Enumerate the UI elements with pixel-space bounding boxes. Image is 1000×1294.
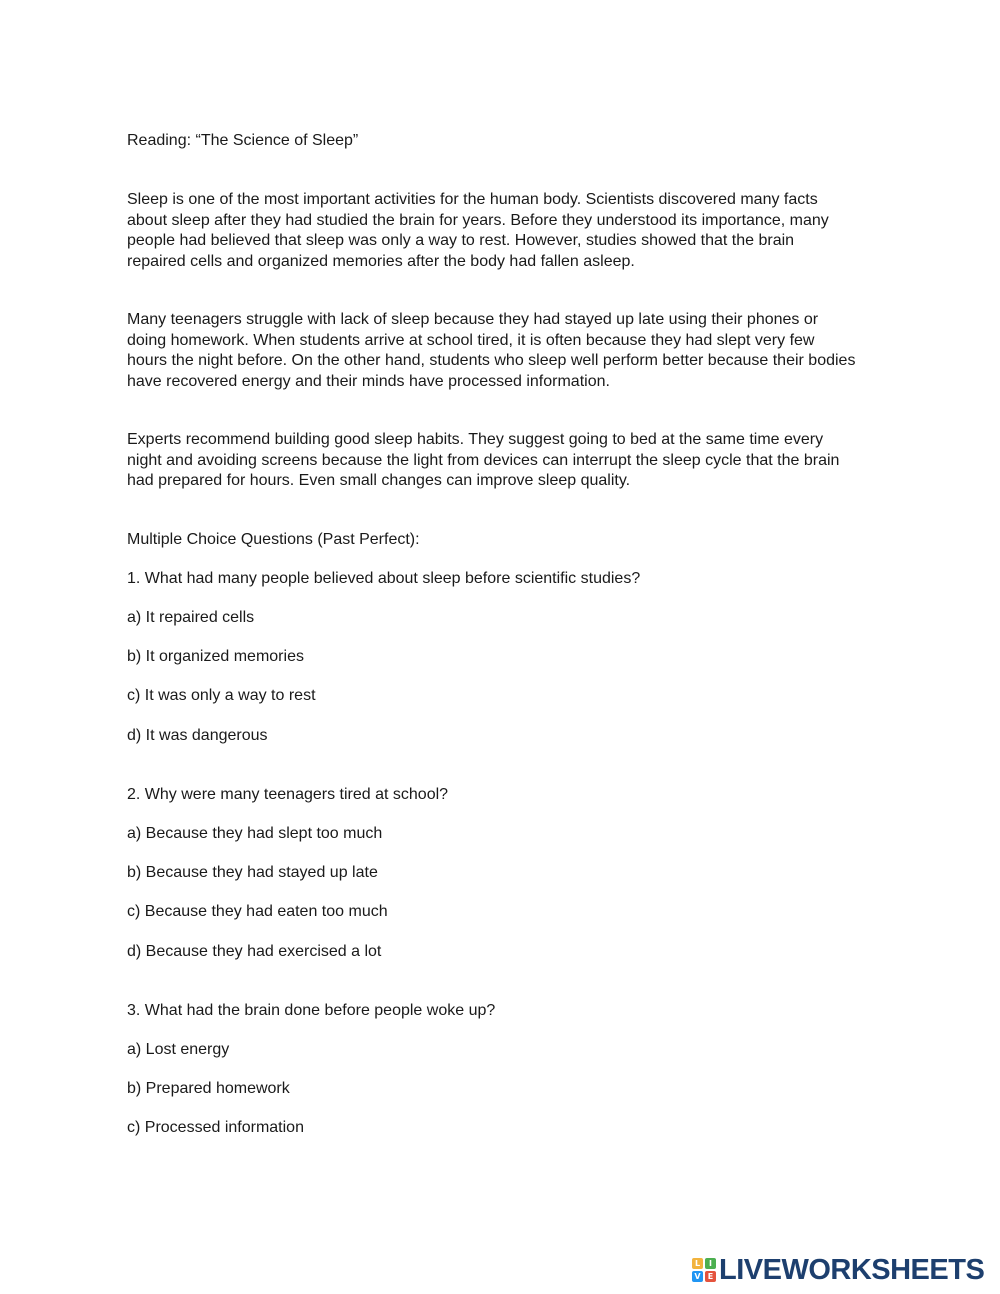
logo-mark-letter: I — [705, 1258, 716, 1269]
question-2-option-a[interactable]: a) Because they had slept too much — [127, 825, 383, 842]
liveworksheets-logo — [692, 1255, 984, 1285]
question-3-option-b[interactable]: b) Prepared homework — [127, 1080, 290, 1097]
paragraph-3 — [127, 430, 887, 492]
question-1: 1. What had many people believed about sleep before scientific studies? — [127, 570, 641, 587]
logo-mark-letter: E — [705, 1271, 716, 1282]
paragraph-line: have recovered energy and their minds have processed information. — [127, 372, 610, 390]
question-2-option-c[interactable]: c) Because they had eaten too much — [127, 903, 388, 920]
paragraph-line: had prepared for hours. Even small changes can improve sleep quality. — [127, 472, 631, 489]
logo-mark-letter: L — [692, 1258, 703, 1269]
question-2-option-b[interactable]: b) Because they had stayed up late — [127, 864, 378, 881]
logo-mark-letter: V — [692, 1271, 703, 1282]
reading-title: Reading: “The Science of Sleep” — [127, 132, 359, 149]
paragraph-1 — [127, 190, 887, 272]
paragraph-line: people had believed that sleep was only a way to rest. However, studies showed that the brain — [127, 232, 795, 249]
question-1-option-b[interactable]: b) It organized memories — [127, 648, 304, 665]
question-3-option-c[interactable]: c) Processed information — [127, 1119, 304, 1136]
logo-mark-icon — [692, 1258, 716, 1282]
questions-heading: Multiple Choice Questions (Past Perfect): — [127, 531, 420, 548]
question-2-option-d[interactable]: d) Because they had exercised a lot — [127, 943, 382, 960]
question-1-option-d[interactable]: d) It was dangerous — [127, 727, 268, 744]
question-3: 3. What had the brain done before people woke up? — [127, 1002, 496, 1019]
paragraph-line: Many teenagers struggle with lack of sleep because they had stayed up late using their phones or — [127, 311, 819, 328]
paragraph-line: night and avoiding screens because the light from devices can interrupt the sleep cycle that the brain — [127, 451, 840, 469]
paragraph-line: repaired cells and organized memories after the body had fallen asleep. — [127, 252, 635, 270]
paragraph-line: hours the night before. On the other hand, students who sleep well perform better because their bodies — [127, 352, 856, 369]
question-1-option-a[interactable]: a) It repaired cells — [127, 609, 255, 626]
question-3-option-a[interactable]: a) Lost energy — [127, 1041, 230, 1058]
paragraph-line: Sleep is one of the most important activities for the human body. Scientists discovered many facts — [127, 191, 818, 208]
paragraph-line: Experts recommend building good sleep habits. They suggest going to bed at the same time every — [127, 431, 824, 448]
paragraph-line: about sleep after they had studied the brain for years. Before they understood its importance, many — [127, 211, 829, 229]
paragraph-line: doing homework. When students arrive at school tired, it is often because they had slept very few — [127, 331, 815, 349]
question-1-option-c[interactable]: c) It was only a way to rest — [127, 687, 316, 704]
logo-text: LIVEWORKSHEETS — [719, 1253, 985, 1286]
question-2: 2. Why were many teenagers tired at school? — [127, 786, 449, 803]
paragraph-2 — [127, 310, 887, 392]
